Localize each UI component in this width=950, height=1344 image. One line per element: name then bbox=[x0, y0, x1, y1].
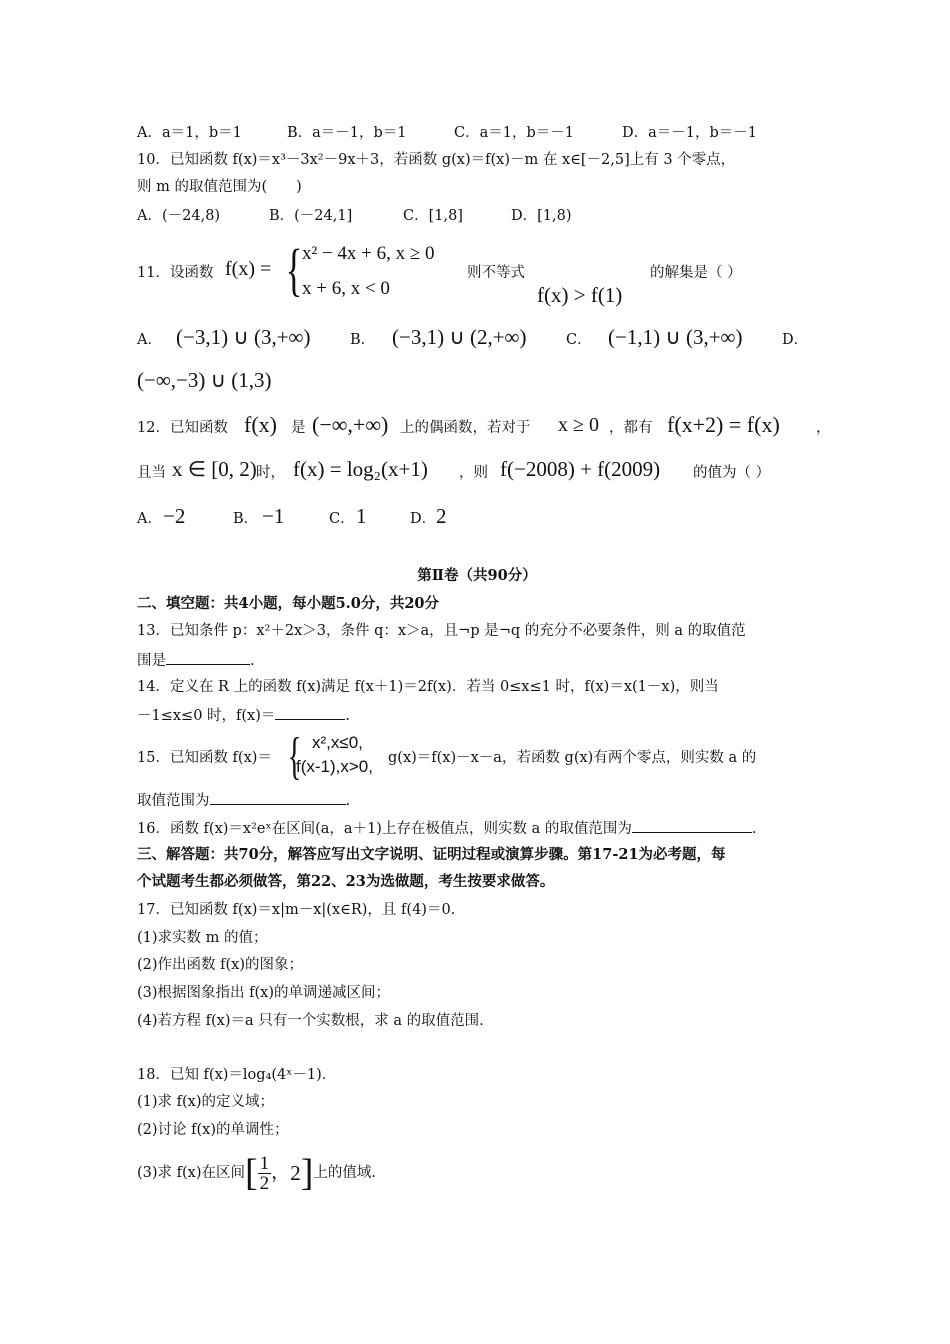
q15-prefix: 15．已知函数 f(x)＝ bbox=[137, 750, 272, 766]
q11-suffix: 的解集是（ ） bbox=[650, 265, 742, 281]
q11-inequality: f(x) > f(1) bbox=[537, 283, 623, 307]
q12-text-4: ，都有 bbox=[609, 420, 653, 436]
q9-option-d: D．a＝－1，b＝－1 bbox=[622, 125, 758, 141]
q18-part-3-suffix: 上的值域. bbox=[313, 1165, 376, 1181]
q12-option-c-label: C． bbox=[329, 511, 355, 527]
q15-brace: { bbox=[287, 728, 302, 785]
q11-option-c-label: C． bbox=[566, 332, 592, 348]
q10-option-d: D．[1,8) bbox=[511, 208, 572, 224]
q12-domain: (−∞,+∞) bbox=[312, 412, 389, 437]
q9-option-b: B．a＝－1，b＝1 bbox=[287, 125, 407, 141]
section-3-heading-1: 三、解答题：共70分，解答应写出文字说明、证明过程或演算步骤。第17-21为必考题，每 bbox=[137, 846, 726, 863]
q12-option-d: 2 bbox=[436, 504, 447, 528]
q15-answer-blank[interactable] bbox=[210, 790, 346, 805]
q12-definition: f(x) = log₂(x+1) bbox=[293, 457, 428, 481]
q12-option-d-label: D． bbox=[410, 511, 437, 527]
q17-stem: 17．已知函数 f(x)＝x|m－x|(x∈R)，且 f(4)＝0. bbox=[137, 902, 456, 918]
q16-line bbox=[137, 818, 837, 839]
q15-suffix: g(x)＝f(x)－x－a，若函数 g(x)有两个零点，则实数 a 的 bbox=[388, 750, 757, 766]
q10-stem-2: 则 m 的取值范围为( ) bbox=[137, 179, 302, 195]
q14-end: . bbox=[345, 708, 351, 724]
q18-right-bracket: ] bbox=[300, 1152, 314, 1194]
q13-line-1: 13．已知条件 p：x²＋2x＞3，条件 q：x＞a，且¬p 是¬q 的充分不必要条件，则 a 的取值范 bbox=[137, 623, 746, 639]
q15-piece-1: x²,x≤0, bbox=[312, 733, 363, 752]
q9-option-c: C．a＝1，b＝－1 bbox=[454, 125, 574, 141]
section-3-heading-2: 个试题考生都必须做答，第22、23为选做题，考生按要求做答。 bbox=[137, 873, 555, 890]
q12-fx: f(x) bbox=[244, 412, 277, 437]
q18-separator: ， bbox=[271, 1162, 291, 1183]
q11-option-b-label: B． bbox=[350, 332, 376, 348]
q10-option-c: C．[1,8] bbox=[403, 208, 463, 224]
q18-part-2: (2)讨论 f(x)的单调性； bbox=[137, 1122, 289, 1138]
q12-text-8: ，则 bbox=[459, 465, 488, 481]
q12-text-1: 12．已知函数 bbox=[137, 420, 228, 436]
q12-option-a: −2 bbox=[163, 504, 186, 528]
q16-answer-blank[interactable] bbox=[632, 818, 752, 833]
q15-piece-2: f(x-1),x>0, bbox=[296, 757, 373, 776]
q14-answer-blank[interactable] bbox=[275, 705, 345, 720]
q9-option-a: A．a＝1，b＝1 bbox=[137, 125, 242, 141]
q11-option-d: (−∞,−3) ∪ (1,3) bbox=[137, 368, 272, 392]
section-2-heading: 二、填空题：共4小题，每小题5.0分，共20分 bbox=[137, 595, 439, 612]
q10-stem: 10．已知函数 f(x)＝x³－3x²－9x＋3，若函数 g(x)＝f(x)－m 在 x∈[－2,5]上有 3 个零点， bbox=[137, 152, 736, 168]
q12-option-c: 1 bbox=[356, 504, 367, 528]
q12-text-6: 且当 bbox=[137, 465, 166, 481]
q12-period: f(x+2) = f(x) bbox=[667, 412, 780, 437]
q18-part-3 bbox=[137, 1148, 837, 1198]
q13-line-2 bbox=[137, 650, 837, 671]
q17-part-1: (1)求实数 m 的值； bbox=[137, 930, 268, 946]
q12-text-5: ， bbox=[816, 420, 831, 436]
q13-answer-blank[interactable] bbox=[166, 650, 250, 665]
q9-options bbox=[137, 123, 837, 143]
q12-option-b: −1 bbox=[262, 504, 285, 528]
q11-piece-2: x + 6, x < 0 bbox=[302, 278, 390, 299]
q13-end: . bbox=[250, 653, 255, 669]
q10-options bbox=[137, 206, 837, 226]
q15-line-2 bbox=[137, 790, 837, 811]
q12-option-a-label: A． bbox=[137, 511, 162, 527]
q16-text: 16．函数 f(x)＝x²eˣ在区间(a，a＋1)上存在极值点，则实数 a 的取值范围为 bbox=[137, 821, 632, 837]
q11-option-c: (−1,1) ∪ (3,+∞) bbox=[608, 325, 743, 349]
q11-option-b: (−3,1) ∪ (2,+∞) bbox=[392, 325, 527, 349]
q12-text-9: 的值为（ ） bbox=[693, 465, 771, 481]
q10-option-a: A．(－24,8) bbox=[137, 208, 221, 224]
q12-expression: f(−2008) + f(2009) bbox=[500, 457, 661, 481]
q11-mid: 则不等式 bbox=[467, 265, 525, 281]
q10-option-b: B．(－24,1] bbox=[269, 208, 353, 224]
q17-part-4: (4)若方程 f(x)＝a 只有一个实数根，求 a 的取值范围. bbox=[137, 1013, 484, 1029]
part2-title: 第Ⅱ卷（共90分） bbox=[417, 567, 537, 584]
q16-end: . bbox=[751, 821, 757, 837]
q14-line-2 bbox=[137, 705, 837, 726]
q11-fx: f(x) = bbox=[225, 258, 272, 280]
q12-text-2: 是 bbox=[291, 420, 306, 436]
q11-piece-1: x² − 4x + 6, x ≥ 0 bbox=[302, 243, 435, 264]
q18-fraction-denominator: 2 bbox=[259, 1172, 270, 1194]
q12-text-3: 上的偶函数，若对于 bbox=[400, 420, 531, 436]
q11-option-a-label: A． bbox=[137, 332, 162, 348]
q15-text: 取值范围为 bbox=[137, 793, 210, 809]
q11-option-a: (−3,1) ∪ (3,+∞) bbox=[176, 325, 311, 349]
q11-prefix: 11．设函数 bbox=[137, 265, 214, 281]
q12-option-b-label: B． bbox=[233, 511, 259, 527]
q18-part-3-text: (3)求 f(x)在区间 bbox=[137, 1165, 246, 1181]
q17-part-2: (2)作出函数 f(x)的图象； bbox=[137, 957, 304, 973]
q12-condition: x ≥ 0 bbox=[558, 414, 599, 436]
q15-end: . bbox=[345, 793, 351, 809]
q18-fraction bbox=[258, 1154, 272, 1193]
q18-part-1: (1)求 f(x)的定义域； bbox=[137, 1094, 275, 1110]
q18-stem: 18．已知 f(x)＝log₄(4ˣ－1)． bbox=[137, 1067, 337, 1083]
q14-text: －1≤x≤0 时，f(x)＝ bbox=[137, 708, 276, 724]
q13-text: 围是 bbox=[137, 653, 166, 669]
q12-text-7: 时， bbox=[256, 465, 285, 481]
q11-brace: { bbox=[285, 237, 303, 302]
q12-interval: x ∈ [0, 2) bbox=[172, 457, 257, 481]
q11-option-d-label: D． bbox=[782, 332, 809, 348]
q18-fraction-numerator: 1 bbox=[259, 1152, 270, 1174]
q14-line-1: 14．定义在 R 上的函数 f(x)满足 f(x＋1)＝2f(x)．若当 0≤x≤1 时，f(x)＝x(1－x)，则当 bbox=[137, 679, 719, 695]
q18-upper-bound: 2 bbox=[290, 1161, 301, 1185]
q17-part-3: (3)根据图象指出 f(x)的单调递减区间； bbox=[137, 985, 391, 1001]
q18-left-bracket: [ bbox=[245, 1152, 258, 1194]
